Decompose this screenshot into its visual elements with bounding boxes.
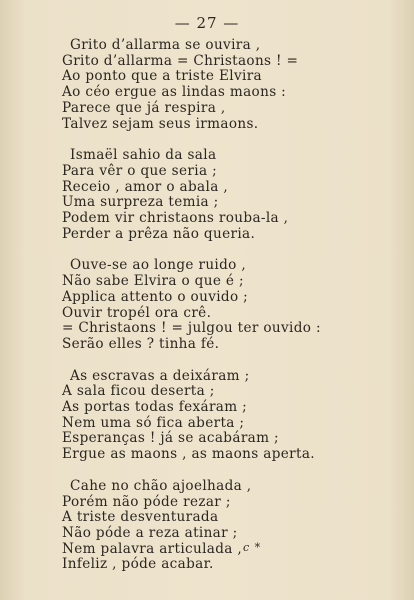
poem-line: Grito d’allarma = Christaons ! = bbox=[62, 52, 299, 69]
poem-line: Uma surpreza temia ; bbox=[62, 194, 219, 211]
stanza-3 bbox=[62, 258, 402, 352]
poem-line: Cahe no chão ajoelhada , bbox=[70, 477, 252, 494]
poem-line: Ismaël sahio da sala bbox=[70, 147, 217, 164]
poem-line: As escravas a deixáram ; bbox=[70, 367, 250, 384]
poem-line: Podem vir christaons rouba-la , bbox=[62, 210, 289, 227]
page-number: — 27 — bbox=[174, 14, 240, 32]
stanza-4 bbox=[62, 369, 402, 463]
poem-line: A sala ficou deserta ; bbox=[62, 383, 215, 400]
stanza-2 bbox=[62, 148, 402, 242]
stanza-1 bbox=[62, 38, 402, 132]
poem-text bbox=[62, 38, 402, 589]
poem-line: = Christaons ! = julgou ter ouvido : bbox=[62, 320, 321, 337]
poem-line: Receio , amor o abala , bbox=[62, 178, 228, 195]
poem-line: Para vêr o que seria ; bbox=[62, 162, 218, 179]
poem-line: Não póde a reza atinar ; bbox=[62, 524, 238, 541]
printer-signature-mark: c * bbox=[243, 541, 262, 554]
poem-line: Perder a prêza não queria. bbox=[62, 225, 256, 242]
poem-line: A triste desventurada bbox=[62, 509, 219, 526]
poem-line: Ouvir tropél ora crê. bbox=[62, 304, 212, 321]
poem-line: Ouve-se ao longe ruido , bbox=[70, 257, 247, 274]
poem-line: Ergue as maons , as maons aperta. bbox=[62, 446, 315, 463]
poem-line: Applica attento o ouvido ; bbox=[62, 288, 249, 305]
poem-line: Nem palavra articulada , bbox=[62, 540, 243, 557]
poem-line: Talvez sejam seus irmaons. bbox=[62, 115, 259, 132]
poem-line: Ao ponto que a triste Elvira bbox=[62, 68, 262, 85]
poem-line: As portas todas fexáram ; bbox=[62, 399, 248, 416]
poem-line: Nem uma só fica aberta ; bbox=[62, 414, 245, 431]
poem-line: Infeliz , póde acabar. bbox=[62, 556, 214, 573]
poem-line: Ao céo ergue as lindas maons : bbox=[62, 84, 287, 101]
poem-line: Não sabe Elvira o que é ; bbox=[62, 273, 244, 290]
stanza-5 bbox=[62, 479, 402, 573]
poem-line: Grito d’allarma se ouvira , bbox=[70, 37, 261, 53]
poem-line: Parece que já respira , bbox=[62, 99, 226, 116]
poem-line: Esperanças ! já se acabáram ; bbox=[62, 430, 279, 447]
poem-line: Porém não póde rezar ; bbox=[62, 493, 231, 510]
poem-line: Serão elles ? tinha fé. bbox=[62, 335, 220, 352]
